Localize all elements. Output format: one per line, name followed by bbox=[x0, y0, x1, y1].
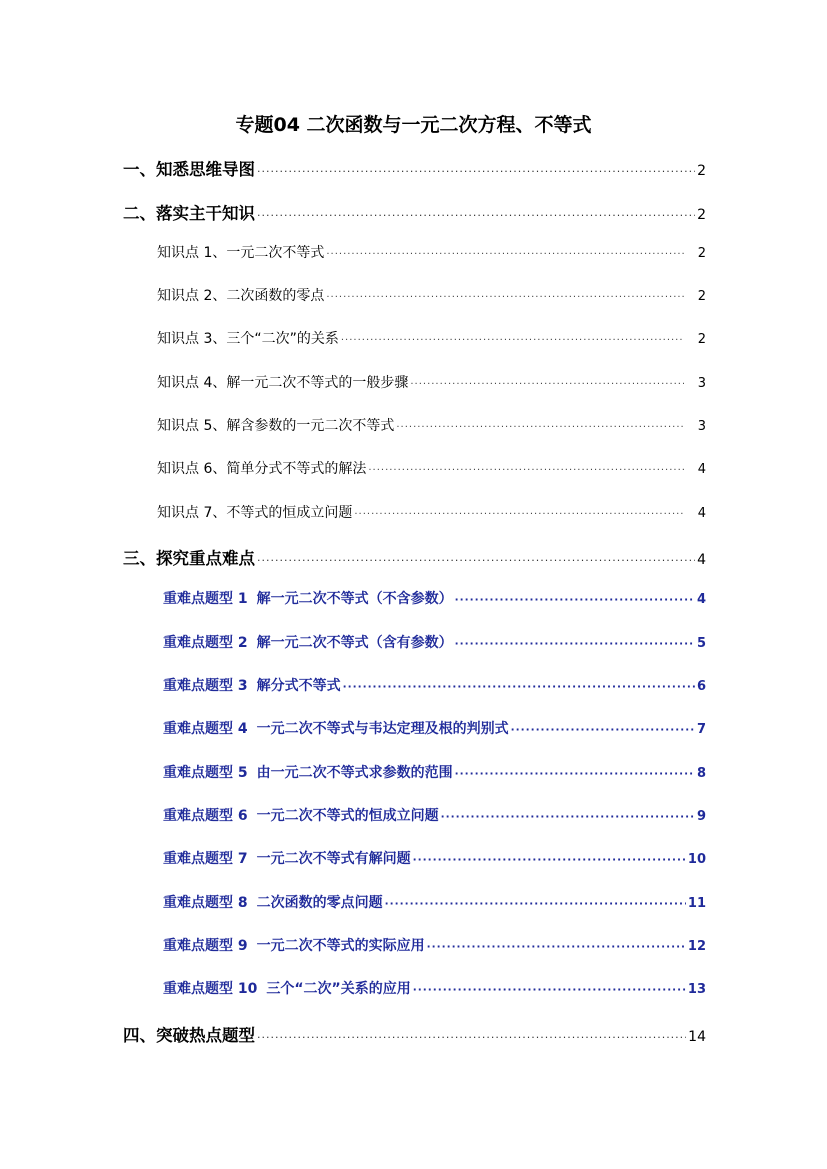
toc-entry-type: 重难点题型 5 bbox=[163, 765, 248, 781]
toc-entry-key-problem-type[interactable] bbox=[163, 632, 706, 652]
toc-page-number: 2 bbox=[697, 289, 706, 304]
toc-entry-key-problem-type[interactable] bbox=[163, 762, 706, 782]
toc-page-number: 2 bbox=[697, 207, 706, 223]
toc-entry-label: 知识点 7、不等式的恒成立问题 bbox=[157, 505, 353, 521]
toc-entry-label-group bbox=[163, 632, 453, 652]
toc-entry-label: 一元二次不等式与韦达定理及根的判别式 bbox=[256, 721, 509, 737]
toc-page-number: 8 bbox=[696, 766, 706, 781]
toc-leader-dots bbox=[413, 854, 686, 867]
toc-leader-dots bbox=[455, 638, 695, 651]
toc-leader-dots bbox=[413, 984, 686, 997]
toc-page-number: 7 bbox=[696, 722, 706, 737]
toc-page-number: 11 bbox=[687, 896, 706, 911]
toc-entry-label-group bbox=[163, 978, 411, 998]
toc-entry-knowledge-point[interactable] bbox=[157, 285, 706, 305]
toc-entry-type: 重难点题型 9 bbox=[163, 938, 248, 954]
toc-entry-label-group bbox=[163, 935, 425, 955]
toc-entry-type: 重难点题型 6 bbox=[163, 808, 248, 824]
toc-entry-label: 知识点 4、解一元二次不等式的一般步骤 bbox=[157, 375, 409, 391]
toc-entry-label: 三、探究重点难点 bbox=[123, 549, 255, 568]
toc-entry-label: 二次函数的零点问题 bbox=[256, 895, 383, 911]
toc-page-number: 14 bbox=[688, 1029, 706, 1045]
toc-entry-label: 二、落实主干知识 bbox=[123, 204, 255, 223]
toc-leader-dots bbox=[368, 465, 683, 477]
toc-entry-label-group bbox=[163, 805, 439, 825]
toc-page-number: 9 bbox=[696, 809, 706, 824]
toc-entry-type: 重难点题型 4 bbox=[163, 721, 248, 737]
toc-entry-label: 解一元二次不等式（含有参数） bbox=[256, 635, 453, 651]
toc-leader-dots bbox=[396, 422, 683, 434]
toc-entry-knowledge-point[interactable] bbox=[157, 415, 706, 435]
toc-leader-dots bbox=[455, 594, 695, 607]
toc-leader-dots bbox=[354, 509, 683, 521]
toc-page-number: 4 bbox=[697, 506, 706, 521]
toc-page-number: 3 bbox=[697, 419, 706, 434]
toc-page-number: 2 bbox=[697, 246, 706, 261]
toc-entry-label: 知识点 1、一元二次不等式 bbox=[157, 245, 325, 261]
toc-leader-dots bbox=[385, 898, 686, 911]
page-title: 专题04 二次函数与一元二次方程、不等式 bbox=[235, 114, 592, 136]
toc-leader-dots bbox=[257, 554, 695, 567]
toc-entry-knowledge-point[interactable] bbox=[157, 242, 706, 262]
toc-entry-knowledge-point[interactable] bbox=[157, 502, 706, 522]
toc-leader-dots bbox=[410, 379, 683, 391]
toc-entry-key-problem-type[interactable] bbox=[163, 935, 706, 955]
toc-entry-section-4[interactable] bbox=[123, 1022, 706, 1046]
toc-page-number: 2 bbox=[697, 332, 706, 347]
toc-entry-label: 解一元二次不等式（不含参数） bbox=[256, 591, 453, 607]
toc-entry-type: 重难点题型 8 bbox=[163, 895, 248, 911]
toc-leader-dots bbox=[455, 768, 695, 781]
toc-entry-type: 重难点题型 1 bbox=[163, 591, 248, 607]
toc-entry-label-group bbox=[163, 848, 411, 868]
toc-entry-type: 重难点题型 7 bbox=[163, 851, 248, 867]
toc-leader-dots bbox=[441, 811, 695, 824]
toc-leader-dots bbox=[511, 724, 695, 737]
toc-leader-dots bbox=[343, 681, 695, 694]
toc-entry-knowledge-point[interactable] bbox=[157, 372, 706, 392]
toc-entry-key-problem-type[interactable] bbox=[163, 805, 706, 825]
toc-entry-section-3[interactable] bbox=[123, 545, 706, 569]
toc-entry-label: 一元二次不等式的恒成立问题 bbox=[256, 808, 439, 824]
toc-entry-key-problem-type[interactable] bbox=[163, 848, 706, 868]
toc-entry-label-group bbox=[163, 762, 453, 782]
toc-entry-label: 由一元二次不等式求参数的范围 bbox=[256, 765, 453, 781]
toc-entry-type: 重难点题型 2 bbox=[163, 635, 248, 651]
toc-entry-knowledge-point[interactable] bbox=[157, 458, 706, 478]
toc-entry-type: 重难点题型 3 bbox=[163, 678, 248, 694]
toc-page-number: 10 bbox=[687, 852, 706, 867]
toc-entry-type: 重难点题型 10 bbox=[163, 981, 258, 997]
toc-page-number: 4 bbox=[696, 592, 706, 607]
toc-entry-label: 一、知悉思维导图 bbox=[123, 160, 255, 179]
toc-page-number: 2 bbox=[697, 163, 706, 179]
toc-entry-label: 四、突破热点题型 bbox=[123, 1026, 255, 1045]
toc-leader-dots bbox=[326, 292, 683, 304]
toc-page-number: 4 bbox=[697, 552, 706, 568]
toc-entry-key-problem-type[interactable] bbox=[163, 718, 706, 738]
toc-leader-dots bbox=[257, 209, 695, 222]
toc-entry-section-2[interactable] bbox=[123, 200, 706, 224]
toc-page-number: 6 bbox=[696, 679, 706, 694]
toc-page-number: 4 bbox=[697, 462, 706, 477]
toc-page-number: 5 bbox=[696, 636, 706, 651]
toc-leader-dots bbox=[326, 249, 683, 261]
toc-entry-label: 一元二次不等式有解问题 bbox=[256, 851, 411, 867]
toc-entry-label: 一元二次不等式的实际应用 bbox=[256, 938, 425, 954]
toc-entry-label-group bbox=[163, 588, 453, 608]
toc-entry-section-1[interactable] bbox=[123, 156, 706, 180]
toc-leader-dots bbox=[427, 941, 686, 954]
toc-entry-knowledge-point[interactable] bbox=[157, 328, 706, 348]
toc-entry-key-problem-type[interactable] bbox=[163, 588, 706, 608]
toc-entry-label: 知识点 2、二次函数的零点 bbox=[157, 288, 325, 304]
toc-entry-label-group bbox=[163, 675, 341, 695]
toc-entry-label: 知识点 6、简单分式不等式的解法 bbox=[157, 461, 367, 477]
toc-leader-dots bbox=[257, 165, 695, 178]
toc-entry-key-problem-type[interactable] bbox=[163, 675, 706, 695]
toc-entry-label: 解分式不等式 bbox=[256, 678, 341, 694]
toc-page-number: 3 bbox=[697, 376, 706, 391]
toc-page-number: 13 bbox=[687, 982, 706, 997]
toc-entry-label: 知识点 3、三个“二次”的关系 bbox=[157, 331, 339, 347]
toc-entry-key-problem-type[interactable] bbox=[163, 892, 706, 912]
toc-leader-dots bbox=[257, 1031, 686, 1044]
toc-page-number: 12 bbox=[687, 939, 706, 954]
toc-entry-key-problem-type[interactable] bbox=[163, 978, 706, 998]
toc-entry-label: 知识点 5、解含参数的一元二次不等式 bbox=[157, 418, 395, 434]
toc-entry-label: 三个“二次”关系的应用 bbox=[266, 981, 411, 997]
toc-entry-label-group bbox=[163, 718, 509, 738]
toc-leader-dots bbox=[341, 335, 684, 347]
toc-entry-label-group bbox=[163, 892, 383, 912]
